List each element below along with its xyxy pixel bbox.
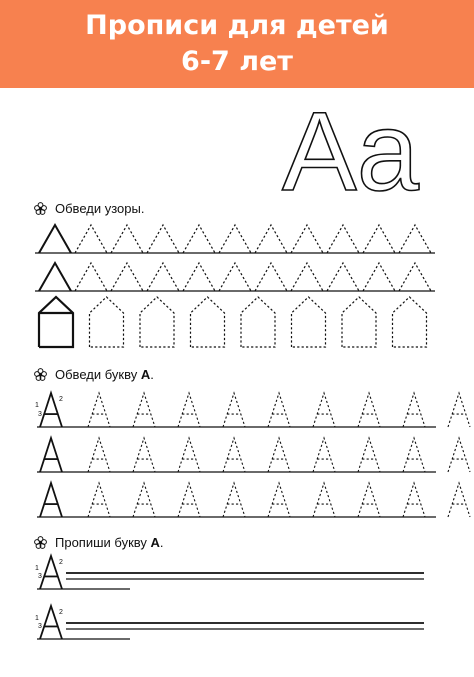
instruction-trace (34, 367, 154, 383)
zigzag-trace (147, 225, 179, 253)
letter-a-trace (88, 438, 110, 472)
house-trace (140, 297, 174, 347)
letter-a-trace (88, 393, 110, 427)
instruction-patterns (34, 201, 144, 217)
zigzag-patterns (35, 225, 435, 291)
letter-a-trace (313, 483, 335, 517)
stroke-number-1: 1 (35, 402, 39, 409)
stroke-number-1: 1 (35, 565, 39, 572)
zigzag-trace (219, 263, 251, 291)
letter-a-trace (178, 438, 200, 472)
instruction-trace-letter: А (140, 367, 151, 382)
letter-a-trace (448, 393, 470, 427)
letter-a-trace (223, 483, 245, 517)
zigzag-sample (39, 263, 71, 291)
letter-a-trace (88, 483, 110, 517)
stroke-number-3: 3 (38, 623, 42, 630)
zigzag-trace (255, 263, 287, 291)
zigzag-trace (291, 225, 323, 253)
letter-a-trace (133, 393, 155, 427)
letter-a-trace (403, 393, 425, 427)
stroke-number-3: 3 (38, 573, 42, 580)
house-trace (191, 297, 225, 347)
letter-a-trace (223, 393, 245, 427)
letter-a-trace (403, 438, 425, 472)
letter-a-trace (448, 438, 470, 472)
instruction-trace-suffix: . (150, 367, 154, 382)
zigzag-trace (147, 263, 179, 291)
letter-a-trace (268, 393, 290, 427)
zigzag-sample (39, 225, 71, 253)
zigzag-trace (291, 263, 323, 291)
zigzag-trace (363, 263, 395, 291)
zigzag-trace (399, 263, 431, 291)
house-trace (292, 297, 326, 347)
page-title: Прописи для детей (85, 10, 389, 41)
flower-icon (34, 536, 47, 549)
letter-a-trace (448, 483, 470, 517)
letter-a-trace (178, 483, 200, 517)
zigzag-trace (327, 225, 359, 253)
letter-a-trace (358, 483, 380, 517)
letter-a-trace (313, 393, 335, 427)
zigzag-trace (219, 225, 251, 253)
instruction-patterns-text: Обведи узоры. (55, 201, 145, 216)
stroke-number-2: 2 (59, 609, 63, 616)
stroke-number-2: 2 (59, 559, 63, 566)
instruction-write-letter: А (150, 535, 160, 550)
instruction-write-suffix: . (159, 535, 164, 550)
zigzag-trace (255, 225, 287, 253)
flower-icon (34, 368, 47, 381)
zigzag-trace (327, 263, 359, 291)
letter-a-trace (358, 393, 380, 427)
letter-a-trace (133, 483, 155, 517)
zigzag-trace (183, 225, 215, 253)
letter-a-sample (40, 483, 62, 517)
house-patterns (39, 297, 427, 347)
letter-a-trace (223, 438, 245, 472)
zigzag-trace (75, 225, 107, 253)
letter-a-trace (358, 438, 380, 472)
letter-a-sample (40, 438, 62, 472)
flower-icon (34, 202, 47, 215)
zigzag-trace (75, 263, 107, 291)
hero-letters: Aa (282, 89, 419, 214)
house-trace (393, 297, 427, 347)
zigzag-trace (111, 263, 143, 291)
page-subtitle: 6-7 лет (181, 46, 293, 77)
zigzag-trace (399, 225, 431, 253)
letter-a-trace (268, 483, 290, 517)
instruction-trace-prefix: Обведи букву (55, 367, 141, 382)
letter-trace-rows (35, 393, 470, 517)
stroke-number-1: 1 (35, 615, 39, 622)
zigzag-trace (183, 263, 215, 291)
letter-a-trace (268, 438, 290, 472)
letter-a-trace (133, 438, 155, 472)
zigzag-trace (363, 225, 395, 253)
house-trace (342, 297, 376, 347)
house-sample (39, 297, 73, 347)
letter-write-rows (35, 556, 424, 639)
instruction-write (34, 535, 164, 551)
house-trace (90, 297, 124, 347)
house-trace (241, 297, 275, 347)
letter-a-trace (403, 483, 425, 517)
instruction-write-prefix: Пропиши букву (55, 535, 151, 550)
stroke-number-2: 2 (59, 396, 63, 403)
zigzag-trace (111, 225, 143, 253)
letter-a-trace (313, 438, 335, 472)
stroke-number-3: 3 (38, 411, 42, 418)
letter-a-trace (178, 393, 200, 427)
